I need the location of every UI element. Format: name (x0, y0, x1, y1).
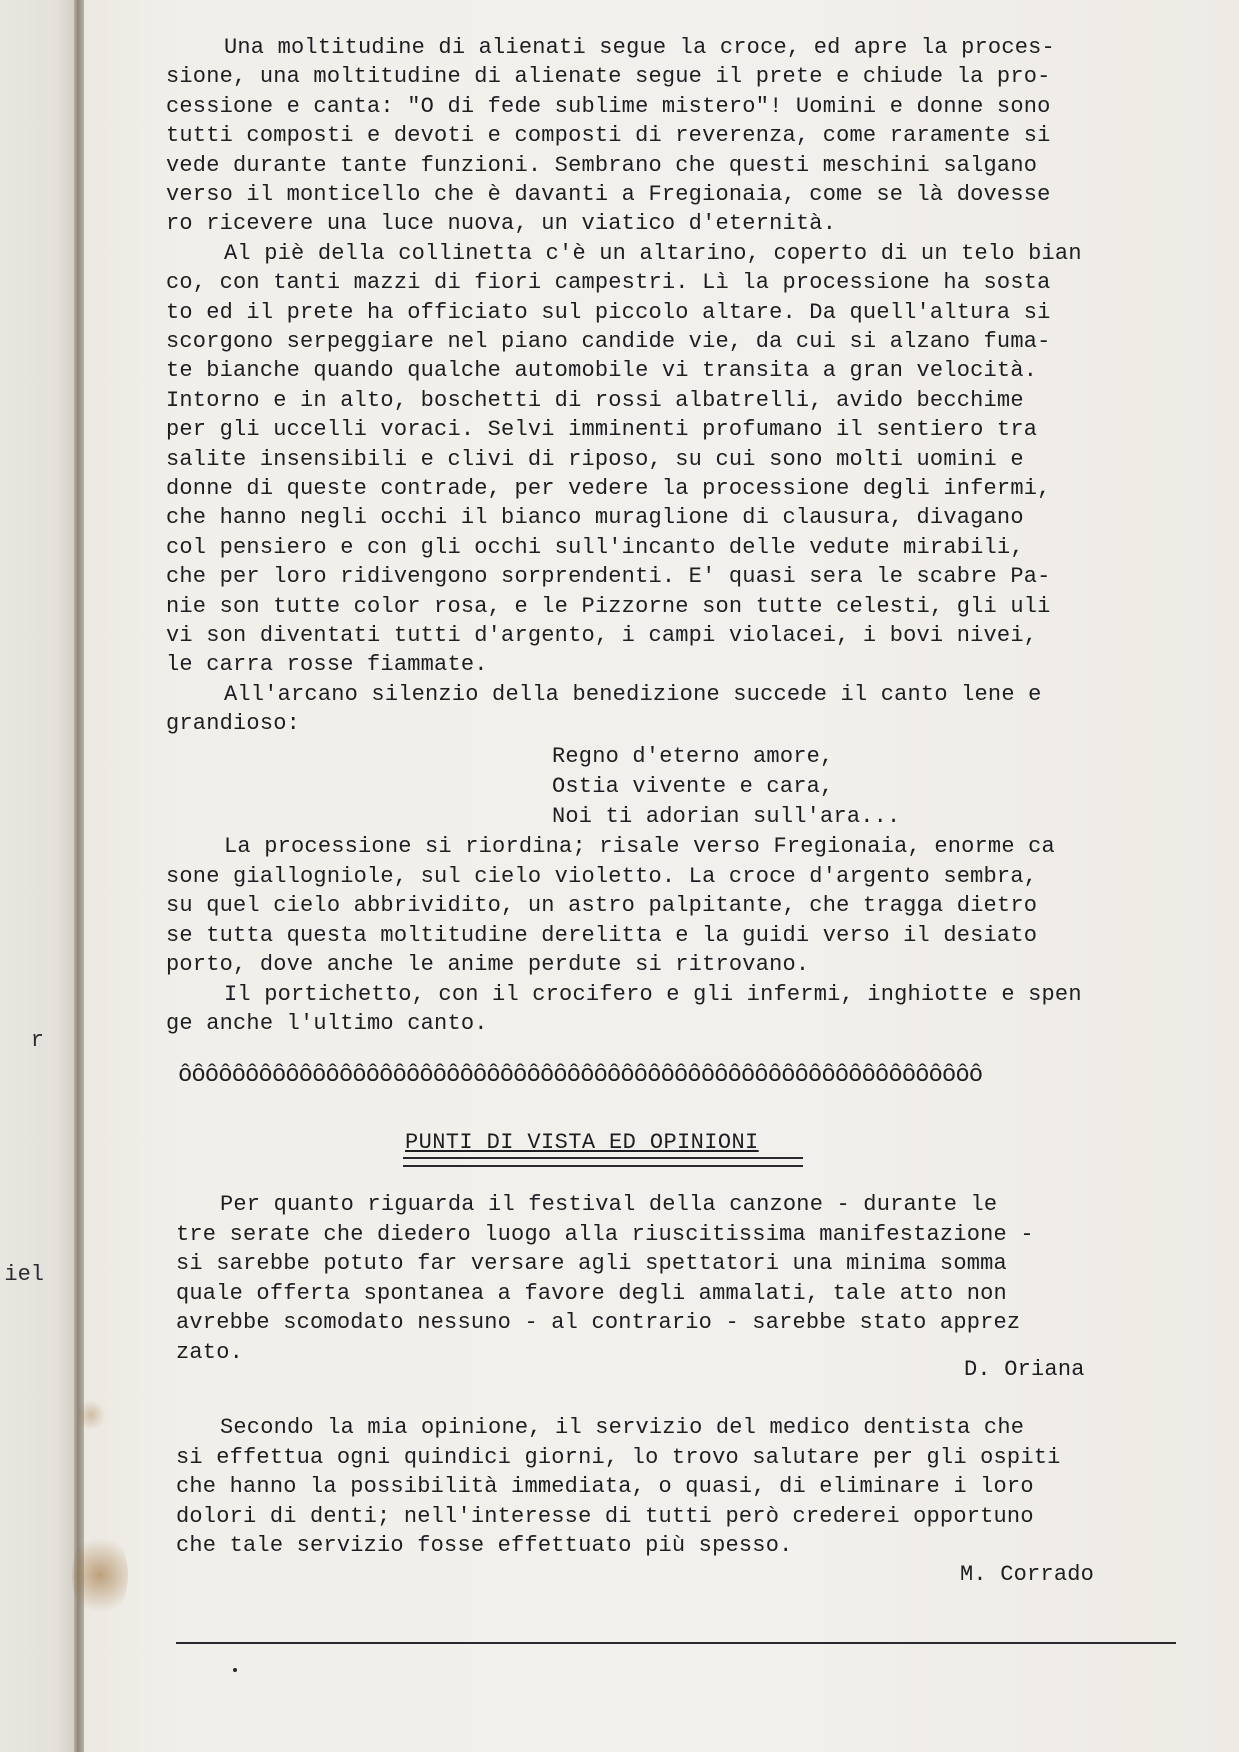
text-line: nie son tutte color rosa, e le Pizzorne son tutte celesti, gli uli (166, 593, 1051, 619)
text-line: donne di queste contrade, per vedere la processione degli infermi, (166, 476, 1051, 501)
text-line: vede durante tante funzioni. Sembrano che questi meschini salgano (166, 152, 1038, 178)
facing-page-fragment: r (30, 1028, 44, 1053)
ink-dot (233, 1668, 237, 1672)
text-line: col pensiero e con gli occhi sull'incanto delle vedute mirabili, (166, 534, 1024, 560)
verse-line: Ostia vivente e cara, (552, 774, 834, 799)
stain (76, 1400, 106, 1430)
text-line: sione, una moltitudine di alienate segue il prete e chiude la pro- (166, 64, 1051, 90)
decorative-divider: ỗỗỗỗỗỗỗỗỗỗỗỗỗỗỗỗỗỗỗỗỗỗỗỗỗỗỗỗỗỗỗỗỗỗỗỗỗỗỗỗỗỗỗỗỗỗỗỗỗỗỗỗỗỗỗỗỗỗỗỗ (178, 1062, 983, 1089)
text-line: ge anche l'ultimo canto. (166, 1011, 488, 1036)
text-line: La processione si riordina; risale verso Fregionaia, enorme ca (224, 834, 1055, 859)
text-line: quale offerta spontanea a favore degli ammalati, tale atto non (176, 1280, 1007, 1306)
text-line: te bianche quando qualche automobile vi transita a gran velocità. (166, 358, 1038, 384)
text-line: porto, dove anche le anime perdute si ritrovano. (166, 952, 810, 977)
author-signature: D. Oriana (964, 1357, 1085, 1382)
author-signature: M. Corrado (960, 1562, 1095, 1587)
text-line: All'arcano silenzio della benedizione succede il canto lene e (224, 681, 1042, 707)
text-line: vi son diventati tutti d'argento, i campi violacei, i bovi nivei, (166, 623, 1038, 648)
text-line: verso il monticello che è davanti a Fregionaia, come se là dovesse (166, 182, 1051, 207)
text-line: su quel cielo abbrividito, un astro palpitante, che tragga dietro (166, 893, 1038, 918)
text-line: Per quanto riguarda il festival della canzone - durante le (220, 1192, 998, 1217)
text-line: per gli uccelli voraci. Selvi imminenti profumano il sentiero tra (166, 417, 1038, 443)
text-line: cessione e canta: "O di fede sublime mistero"! Uomini e donne sono (166, 93, 1051, 119)
text-line: si sarebbe potuto far versare agli spettatori una minima somma (176, 1251, 1007, 1276)
text-line: to ed il prete ha officiato sul piccolo altare. Da quell'altura si (166, 299, 1051, 325)
text-line: Secondo la mia opinione, il servizio del medico dentista che (220, 1415, 1025, 1440)
text-line: che hanno negli occhi il bianco muraglione di clausura, divagano (166, 505, 1024, 531)
text-line: tre serate che diedero luogo alla riuscitissima manifestazione - (176, 1221, 1034, 1247)
text-line: se tutta questa moltitudine derelitta e la guidi verso il desiato (166, 922, 1038, 948)
text-line: dolori di denti; nell'interesse di tutti però crederei opportuno (176, 1503, 1034, 1529)
text-line: Al piè della collinetta c'è un altarino, coperto di un telo bian (224, 240, 1082, 266)
verse-line: Regno d'eterno amore, (552, 744, 834, 769)
text-line: si effettua ogni quindici giorni, lo trovo salutare per gli ospiti (176, 1444, 1061, 1470)
verse-line: Noi ti adorian sull'ara... (552, 804, 901, 829)
stain (72, 1530, 128, 1620)
text-line: che per loro ridivengono sorprendenti. E' quasi sera le scabre Pa- (166, 564, 1051, 590)
section-title-underline (403, 1157, 803, 1167)
text-line: grandioso: (166, 711, 301, 737)
text-line: che hanno la possibilità immediata, o quasi, di eliminare i loro (176, 1474, 1034, 1499)
facing-page-edge (0, 0, 80, 1752)
facing-page-fragment: iel (4, 1262, 44, 1287)
text-line: Una moltitudine di alienati segue la croce, ed apre la proces- (224, 35, 1055, 60)
section-title: PUNTI DI VISTA ED OPINIONI (405, 1130, 759, 1155)
text-line: sone giallogniole, sul cielo violetto. La croce d'argento sembra, (166, 863, 1038, 889)
text-line: le carra rosse fiammate. (166, 652, 488, 678)
text-line: avrebbe scomodato nessuno - al contrario - sarebbe stato apprez (176, 1310, 1021, 1335)
bottom-rule (176, 1642, 1176, 1644)
text-line: scorgono serpeggiare nel piano candide vie, da cui si alzano fuma- (166, 329, 1051, 354)
text-line: zato. (176, 1339, 244, 1365)
text-line: che tale servizio fosse effettuato più spesso. (176, 1533, 793, 1558)
text-line: co, con tanti mazzi di fiori campestri. Lì la processione ha sosta (166, 270, 1051, 296)
text-line: ro ricevere una luce nuova, un viatico d'eternità. (166, 211, 837, 237)
text-line: Il portichetto, con il crocifero e gli infermi, inghiotte e spen (224, 981, 1082, 1007)
binding-gutter (74, 0, 84, 1752)
text-line: Intorno e in alto, boschetti di rossi albatrelli, avido becchime (166, 387, 1024, 413)
text-line: tutti composti e devoti e composti di reverenza, come raramente si (166, 123, 1051, 149)
text-line: salite insensibili e clivi di riposo, su cui sono molti uomini e (166, 446, 1024, 472)
